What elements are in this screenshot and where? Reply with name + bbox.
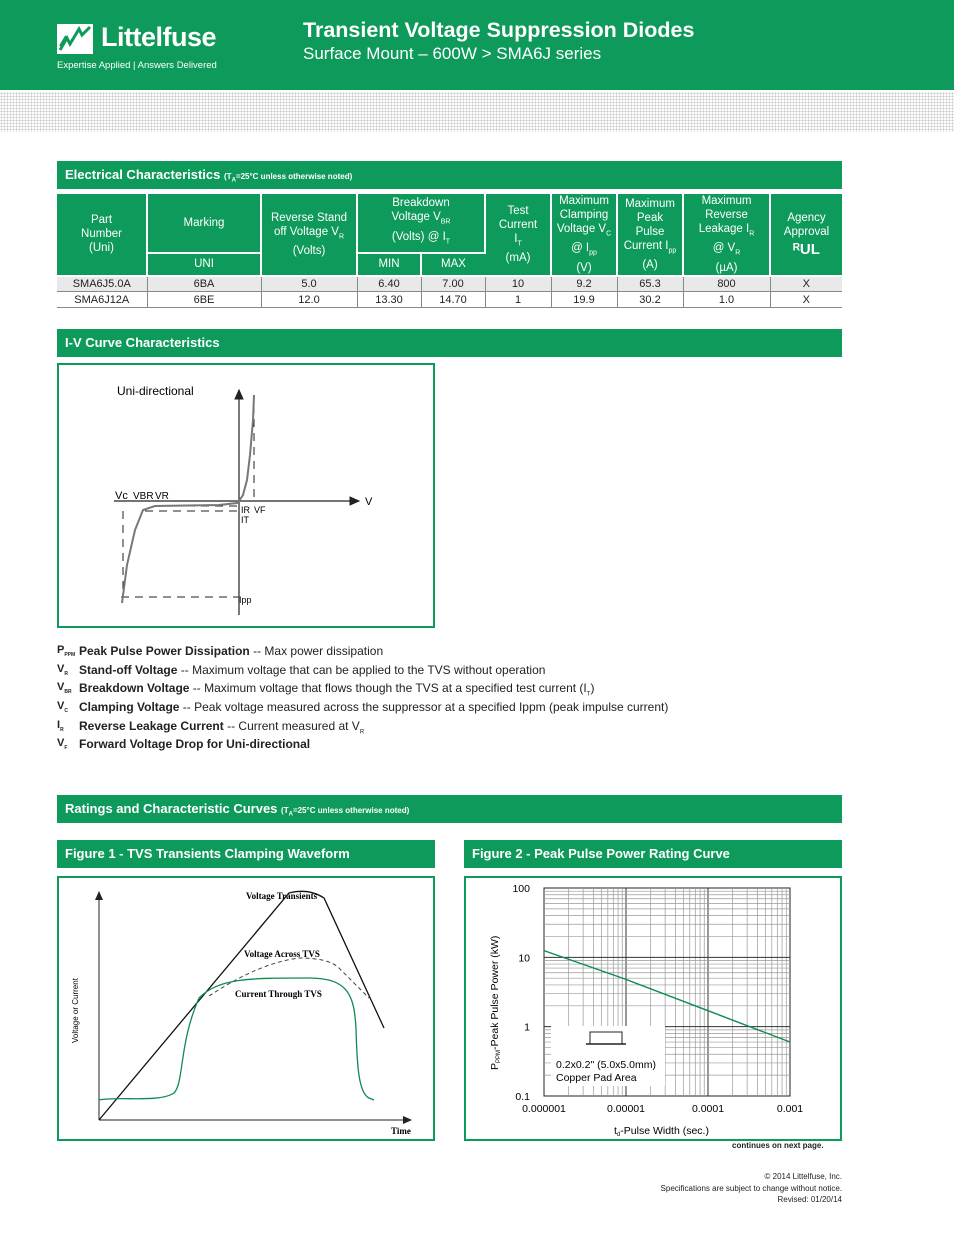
section-title: Electrical Characteristics bbox=[65, 167, 221, 182]
col-breakdown-max: MAX bbox=[421, 253, 485, 276]
col-test-current: Test Current $I_T$ (mA) bbox=[485, 194, 551, 276]
dot-pattern-band bbox=[0, 92, 954, 132]
copyright: © 2014 Littelfuse, Inc. bbox=[764, 1172, 842, 1181]
peak-pulse-power-chart bbox=[466, 878, 840, 1139]
pad-label-line2: Copper Pad Area bbox=[556, 1072, 637, 1084]
electrical-characteristics-header bbox=[57, 161, 842, 189]
section-title: I-V Curve Characteristics bbox=[65, 335, 220, 350]
electrical-characteristics-table bbox=[57, 194, 842, 308]
iv-label-ir: IR bbox=[241, 505, 250, 515]
ratings-header bbox=[57, 795, 842, 823]
figure1-box bbox=[57, 876, 435, 1141]
col-peak-pulse-current: Maximum Peak Pulse Current $I_{pp}$ (A) bbox=[617, 194, 683, 276]
section-note: ($T_A=25^\circ C$ unless otherwise noted) bbox=[224, 172, 353, 184]
section-title: Ratings and Characteristic Curves bbox=[65, 801, 278, 816]
col-breakdown-min: MIN bbox=[357, 253, 421, 276]
x-tick-label: 0.00001 bbox=[607, 1103, 645, 1115]
col-breakdown-voltage: Breakdown Voltage $V_{BR}$ (Volts) @ $I_T$ bbox=[357, 194, 485, 253]
col-standoff-voltage: Reverse Stand off Voltage $V_R$ (Volts) bbox=[261, 194, 357, 276]
page-title: Transient Voltage Suppression Diodes bbox=[303, 18, 695, 42]
iv-label-vbr: VBR bbox=[133, 491, 154, 502]
littelfuse-logo-icon bbox=[57, 24, 93, 54]
iv-label-vf: VF bbox=[254, 505, 266, 515]
page-footer bbox=[661, 1171, 842, 1206]
pad-label-line1: 0.2x0.2" (5.0x5.0mm) bbox=[556, 1059, 657, 1071]
figure-title: Figure 1 - TVS Transients Clamping Waveform bbox=[65, 846, 350, 861]
x-axis-label: Time bbox=[391, 1126, 411, 1136]
col-clamping-voltage: Maximum Clamping Voltage $V_C$ @ $I_{pp}$ (V) bbox=[551, 194, 617, 276]
col-agency-approval: Agency Approval ᴿUL bbox=[770, 194, 842, 276]
col-marking-uni: UNI bbox=[147, 253, 261, 276]
iv-curve-header bbox=[57, 329, 842, 357]
label-voltage-transients: Voltage Transients bbox=[246, 891, 318, 901]
revised-date: Revised: 01/20/14 bbox=[777, 1195, 842, 1204]
iv-curve-box bbox=[57, 363, 435, 628]
section-note: ($T_A=25^\circ C$ unless otherwise noted) bbox=[281, 806, 410, 818]
iv-label-unidirectional: Uni-directional bbox=[117, 384, 194, 398]
iv-label-v: V bbox=[365, 496, 373, 508]
figure1-header bbox=[57, 840, 435, 868]
col-part-number: Part Number (Uni) bbox=[57, 194, 147, 276]
x-tick-label: 0.000001 bbox=[522, 1103, 566, 1115]
figure2-header bbox=[464, 840, 842, 868]
ul-icon: ᴿUL bbox=[793, 241, 820, 259]
notice: Specifications are subject to change without notice. bbox=[660, 1183, 842, 1193]
col-reverse-leakage: Maximum Reverse Leakage $I_R$ @ $V_R$ (µA) bbox=[683, 194, 770, 276]
x-tick-label: 0.0001 bbox=[691, 1103, 725, 1115]
brand-tagline: Expertise Applied | Answers Delivered bbox=[57, 60, 217, 71]
figure-title: Figure 2 - Peak Pulse Power Rating Curve bbox=[472, 846, 730, 861]
continues-note: continues on next page. bbox=[732, 1141, 824, 1150]
x-axis-label: td-Pulse Width (sec.) bbox=[614, 1125, 709, 1138]
x-tick-label: 0.001 bbox=[776, 1103, 804, 1115]
iv-label-vr: VR bbox=[155, 491, 169, 502]
littelfuse-logo bbox=[57, 22, 237, 78]
y-tick-label: 0.1 bbox=[515, 1091, 530, 1103]
figure2-box bbox=[464, 876, 842, 1141]
y-axis-label: Voltage or Current bbox=[71, 978, 80, 1043]
iv-label-it: IT bbox=[241, 515, 249, 525]
y-tick-label: 10 bbox=[518, 952, 530, 965]
label-current-through: Current Through TVS bbox=[235, 989, 322, 999]
brand-name: Littelfuse bbox=[101, 22, 217, 52]
y-tick-label: 1 bbox=[524, 1021, 530, 1034]
y-tick-label: 100 bbox=[512, 883, 530, 895]
page-header bbox=[0, 0, 954, 90]
table-row: SMA6J5.0A 6BA 5.0 6.40 7.00 10 9.2 65.3 800 X bbox=[57, 276, 842, 292]
iv-label-vc: Vc bbox=[115, 490, 128, 502]
label-voltage-across: Voltage Across TVS bbox=[244, 949, 320, 959]
page-subtitle: Surface Mount – 600W > SMA6J series bbox=[303, 44, 602, 63]
y-axis-label: PPPM-Peak Pulse Power (kW) bbox=[489, 935, 502, 1070]
table-row: SMA6J12A 6BE 12.0 13.30 14.70 1 19.9 30.2 1.0 X bbox=[57, 292, 842, 308]
iv-curve-diagram bbox=[59, 365, 433, 626]
clamping-waveform-diagram bbox=[59, 878, 433, 1139]
col-marking: Marking bbox=[147, 194, 261, 253]
iv-label-ipp: Ipp bbox=[239, 595, 252, 605]
